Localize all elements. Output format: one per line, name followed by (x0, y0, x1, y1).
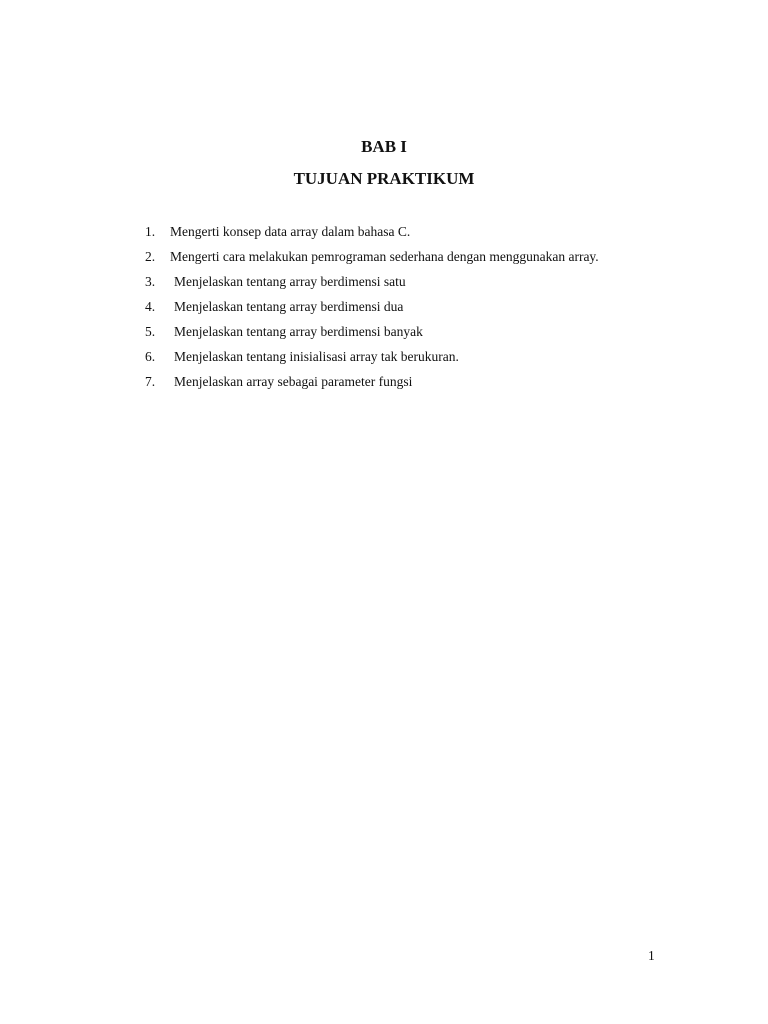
list-item (145, 269, 665, 294)
list-item-number: 6. (145, 349, 156, 364)
list-item (145, 294, 665, 319)
list-item (145, 344, 665, 369)
list-item-text: Mengerti cara melakukan pemrograman sederhana dengan menggunakan array. (170, 249, 599, 264)
list-item-number: 4. (145, 299, 156, 314)
chapter-heading: BAB I (361, 137, 407, 156)
list-item-text: Menjelaskan tentang array berdimensi dua (174, 299, 404, 314)
list-item-number: 5. (145, 324, 156, 339)
list-item (145, 319, 665, 344)
list-item-text: Menjelaskan tentang inisialisasi array tak berukuran. (174, 349, 459, 364)
list-item-text: Menjelaskan array sebagai parameter fungsi (174, 374, 413, 389)
list-item-text: Menjelaskan tentang array berdimensi banyak (174, 324, 423, 339)
list-item-text: Menjelaskan tentang array berdimensi satu (174, 274, 406, 289)
page-number: 1 (648, 948, 655, 963)
list-item-number: 3. (145, 274, 156, 289)
objectives-list (145, 219, 665, 394)
list-item (145, 219, 665, 244)
list-item (145, 244, 665, 269)
list-item (145, 369, 665, 394)
list-item-number: 7. (145, 374, 156, 389)
list-item-number: 1. (145, 224, 156, 239)
page-title: TUJUAN PRAKTIKUM (293, 169, 475, 188)
list-item-number: 2. (145, 249, 156, 264)
list-item-text: Mengerti konsep data array dalam bahasa C. (170, 224, 411, 239)
